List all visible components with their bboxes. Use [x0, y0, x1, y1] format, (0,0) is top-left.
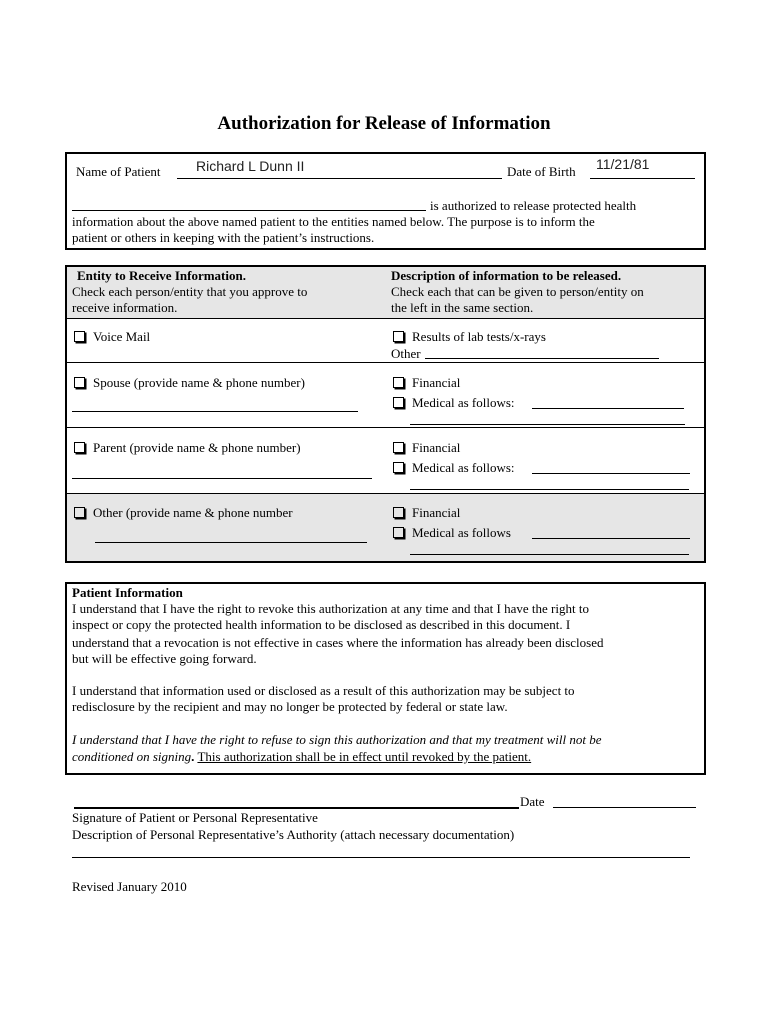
- spouse-medical-option[interactable]: Medical as follows:: [393, 395, 515, 411]
- page-title: Authorization for Release of Information: [217, 113, 551, 134]
- signature-label: Signature of Patient or Personal Representative: [72, 810, 318, 825]
- other-medical-field-2[interactable]: [410, 554, 689, 555]
- dob-field[interactable]: [590, 178, 695, 179]
- patient-info-p3-line-2: [72, 749, 531, 765]
- table-row: [67, 319, 704, 363]
- other-entity-contact-field[interactable]: [95, 542, 367, 543]
- spouse-medical-field-2[interactable]: [410, 424, 685, 425]
- signature-date-field[interactable]: [553, 807, 696, 808]
- authorization-text-2: information about the above named patient to the entities named below. The purpose is to inform the: [72, 214, 595, 229]
- conditioned-period: .: [191, 749, 195, 764]
- effect-until-revoked-text: This authorization shall be in effect until revoked by the patient.: [197, 749, 532, 764]
- patient-info-heading: Patient Information: [72, 585, 183, 600]
- entity-header-line-2: receive information.: [72, 300, 178, 315]
- patient-info-p3-line-1: I understand that I have the right to refuse to sign this authorization and that my treatment will not be: [72, 732, 602, 747]
- authorization-text-1: is authorized to release protected health: [430, 198, 637, 213]
- checkbox-voice-mail[interactable]: [74, 331, 85, 342]
- representative-authority-label: Description of Personal Representative’s Authority (attach necessary documentation): [72, 827, 515, 842]
- conditioned-text: conditioned on signing: [72, 749, 192, 764]
- checkbox-parent[interactable]: [74, 442, 85, 453]
- patient-info-p1-line-3: understand that a revocation is not effective in cases where the information has already been disclosed: [72, 635, 604, 650]
- patient-name-value: Richard L Dunn II: [196, 158, 305, 174]
- description-header-line-1: Check each that can be given to person/entity on: [391, 284, 644, 299]
- other-field[interactable]: [425, 358, 659, 359]
- table-row: [67, 428, 704, 494]
- patient-name-field[interactable]: [177, 178, 502, 179]
- lab-results-option[interactable]: Results of lab tests/x-rays: [393, 329, 546, 345]
- checkbox-lab-results[interactable]: [393, 331, 404, 342]
- patient-info-p2-line-2: redisclosure by the recipient and may no longer be protected by federal or state law.: [72, 699, 508, 714]
- representative-authority-field[interactable]: [72, 857, 690, 858]
- other-financial-option[interactable]: Financial: [393, 505, 460, 521]
- entity-header-bold: Entity to Receive Information.: [77, 268, 246, 283]
- patient-info-p1-line-1: I understand that I have the right to revoke this authorization at any time and that I have the right to: [72, 601, 589, 616]
- other-medical-option[interactable]: Medical as follows: [393, 525, 511, 541]
- parent-medical-option[interactable]: Medical as follows:: [393, 460, 515, 476]
- parent-medical-field-2[interactable]: [410, 489, 689, 490]
- table-row: [67, 363, 704, 428]
- patient-info-p1-line-2: inspect or copy the protected health information to be disclosed as described in this document. I: [72, 617, 571, 632]
- authorized-entity-field[interactable]: [72, 210, 426, 211]
- authorization-text-3: patient or others in keeping with the patient’s instructions.: [72, 230, 375, 245]
- other-entity-option[interactable]: Other (provide name & phone number: [74, 505, 293, 521]
- name-of-patient-label: Name of Patient: [76, 164, 161, 179]
- other-label: Other: [391, 346, 421, 361]
- checkbox-spouse-medical[interactable]: [393, 397, 404, 408]
- signature-field[interactable]: [74, 807, 519, 809]
- patient-info-p2-line-1: I understand that information used or disclosed as a result of this authorization may be subject to: [72, 683, 575, 698]
- patient-info-p1-line-4: but will be effective going forward.: [72, 651, 257, 666]
- date-of-birth-label: Date of Birth: [507, 164, 576, 179]
- date-label: Date: [520, 794, 545, 809]
- voice-mail-option[interactable]: Voice Mail: [74, 329, 150, 345]
- checkbox-other-entity[interactable]: [74, 507, 85, 518]
- checkbox-parent-medical[interactable]: [393, 462, 404, 473]
- parent-contact-field[interactable]: [72, 478, 372, 479]
- entity-header-line-1: Check each person/entity that you approve to: [72, 284, 308, 299]
- spouse-option[interactable]: Spouse (provide name & phone number): [74, 375, 305, 391]
- checkbox-spouse-financial[interactable]: [393, 377, 404, 388]
- checkbox-parent-financial[interactable]: [393, 442, 404, 453]
- revised-date: Revised January 2010: [72, 879, 187, 894]
- checkbox-spouse[interactable]: [74, 377, 85, 388]
- dob-value: 11/21/81: [596, 156, 650, 172]
- parent-option[interactable]: Parent (provide name & phone number): [74, 440, 301, 456]
- other-medical-field[interactable]: [532, 538, 690, 539]
- parent-financial-option[interactable]: Financial: [393, 440, 460, 456]
- checkbox-other-financial[interactable]: [393, 507, 404, 518]
- spouse-medical-field[interactable]: [532, 408, 684, 409]
- description-header-bold: Description of information to be released.: [391, 268, 622, 283]
- spouse-financial-option[interactable]: Financial: [393, 375, 460, 391]
- spouse-contact-field[interactable]: [72, 411, 358, 412]
- description-header-line-2: the left in the same section.: [391, 300, 534, 315]
- checkbox-other-medical[interactable]: [393, 527, 404, 538]
- parent-medical-field[interactable]: [532, 473, 690, 474]
